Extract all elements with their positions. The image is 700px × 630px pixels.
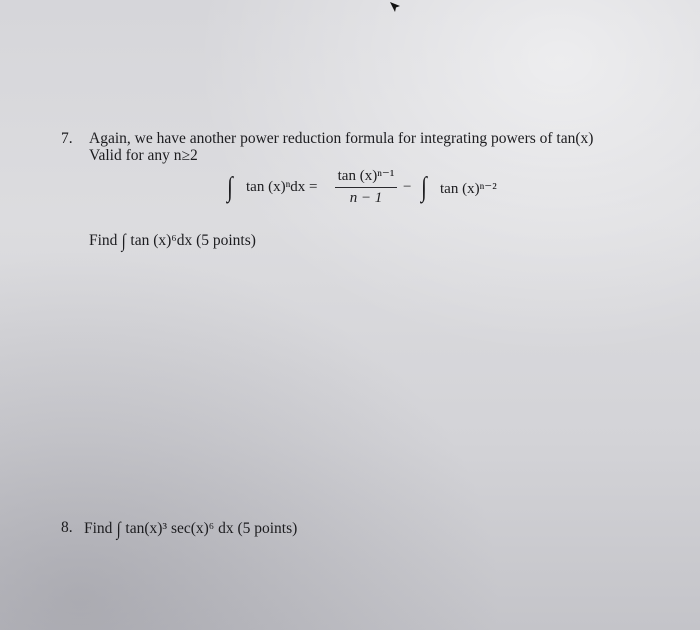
formula-right-integrand: tan (x)ⁿ⁻² — [440, 181, 497, 197]
fraction-numerator: tan (x)ⁿ⁻¹ — [337, 168, 395, 184]
power-reduction-formula — [222, 166, 522, 216]
integral-sign-icon: ∫ — [226, 172, 233, 203]
question-8-task — [84, 519, 297, 541]
formula-minus-sign: − — [403, 179, 412, 195]
formula-fraction — [335, 166, 397, 207]
question-7-condition: Valid for any n≥2 — [89, 147, 198, 164]
question-7-task — [89, 231, 256, 253]
task-find-label: Find — [84, 520, 113, 537]
integral-sign-icon: ∫ — [420, 172, 427, 203]
arrow-cursor-icon — [388, 0, 402, 14]
task-find-label: Find — [89, 232, 118, 249]
fraction-bar — [335, 187, 397, 188]
question-7-intro: Again, we have another power reduction formula for integrating powers of tan(x) — [89, 130, 594, 147]
task-integrand: tan(x)³ sec(x)⁶ dx — [125, 520, 234, 537]
task-points: (5 points) — [196, 232, 256, 249]
question-7-number: 7. — [61, 130, 73, 147]
integral-sign-icon: ∫ — [116, 519, 122, 540]
integral-sign-icon: ∫ — [121, 231, 127, 252]
question-8-number: 8. — [61, 519, 73, 536]
task-integrand: tan (x)⁶dx — [130, 232, 193, 249]
task-points: (5 points) — [237, 520, 298, 537]
fraction-denominator: n − 1 — [349, 190, 383, 206]
formula-left-side: tan (x)ⁿdx = — [246, 179, 318, 195]
